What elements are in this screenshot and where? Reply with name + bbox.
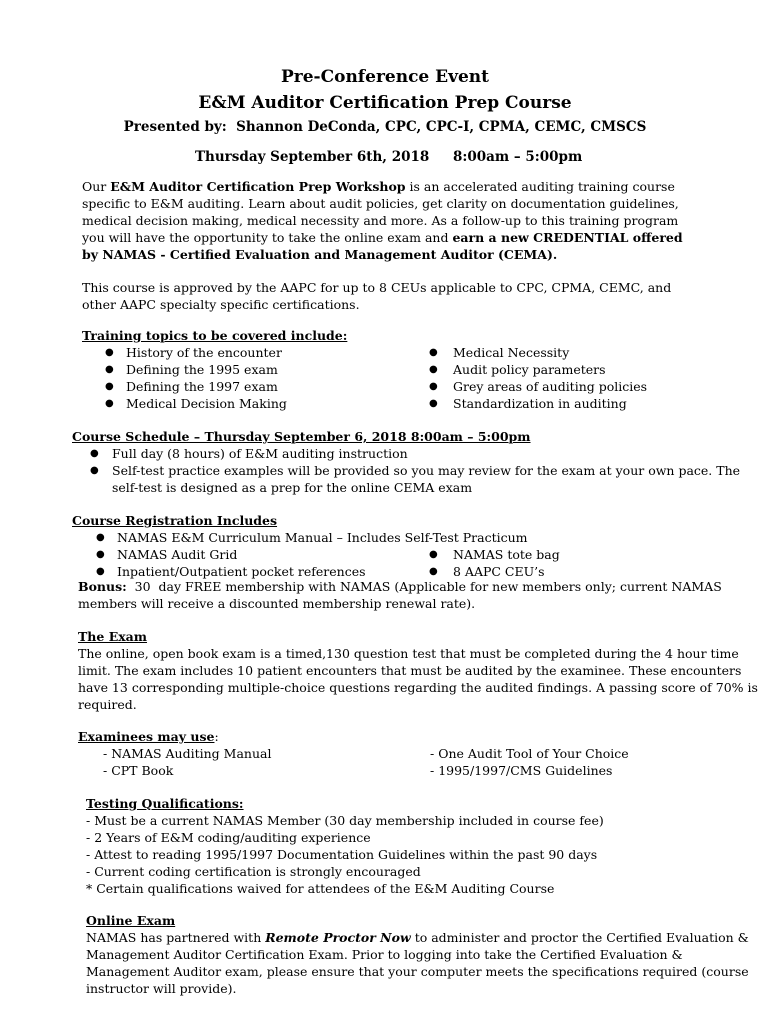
list-item: Grey areas of auditing policies	[453, 379, 648, 394]
bullet-icon: ●	[105, 347, 114, 358]
exam-text-line: The online, open book exam is a timed,130 question test that must be completed during the 4 hour time	[78, 646, 739, 661]
online-exam-line: Management Auditor exam, please ensure that your computer meets the specifications required (course	[86, 964, 749, 979]
list-item: NAMAS Audit Grid	[117, 547, 238, 562]
list-item: Medical Decision Making	[126, 396, 287, 411]
list-item: Defining the 1997 exam	[126, 379, 278, 394]
qualification-line: - 2 Years of E&M coding/auditing experience	[86, 830, 371, 845]
bonus-text: 30 day FREE membership with NAMAS (Applicable for new members only; current NAMAS	[126, 579, 722, 594]
presenter-line	[0, 118, 770, 136]
bullet-icon: ●	[90, 448, 99, 459]
bullet-icon: ●	[105, 398, 114, 409]
bullet-icon: ●	[96, 532, 105, 543]
bullet-icon: ●	[96, 549, 105, 560]
registration-heading: Course Registration Includes	[72, 513, 278, 528]
list-item: Standardization in auditing	[453, 396, 627, 411]
exam-text-line: limit. The exam includes 10 patient encounters that must be audited by the examinee. These encounters	[78, 663, 742, 678]
bullet-icon: ●	[429, 566, 438, 577]
bullet-icon: ●	[429, 381, 438, 392]
intro-paragraph	[82, 178, 692, 263]
event-time: 8:00am – 5:00pm	[453, 149, 583, 165]
online-text-a: NAMAS has partnered with	[86, 930, 266, 945]
online-text-c: to administer and proctor the Certified Evaluation &	[410, 930, 749, 945]
list-item: NAMAS E&M Curriculum Manual – Includes Self-Test Practicum	[117, 530, 528, 545]
list-item: Audit policy parameters	[453, 362, 606, 377]
intro-text-c: is an accelerated auditing training course specific to E&M auditing. Learn about audit policies, get clarity on documentation guidelines, medical decision making, medical necessity and more. As a follow-up to this training program you will have the opportunity to take the online exam and	[82, 179, 679, 245]
examinees-colon: :	[214, 729, 219, 744]
bullet-icon: ●	[429, 347, 438, 358]
bullet-icon: ●	[105, 381, 114, 392]
exam-text-line: required.	[78, 697, 137, 712]
list-item-continued: self-test is designed as a prep for the online CEMA exam	[112, 480, 473, 495]
presenter-name: Shannon DeConda, CPC, CPC-I, CPMA, CEMC, CMSCS	[236, 119, 647, 135]
credential-text: earn a new CREDENTIAL offered by NAMAS - Certified Evaluation and Management Auditor (CEMA).	[82, 230, 683, 262]
bonus-line-2: members will receive a discounted membership renewal rate).	[78, 596, 476, 611]
list-item: NAMAS tote bag	[453, 547, 560, 562]
online-exam-line: Management Auditor Certification Exam. Prior to logging into take the Certified Evaluation &	[86, 947, 683, 962]
list-item: - CPT Book	[103, 763, 174, 778]
bullet-icon: ●	[429, 364, 438, 375]
list-item: Full day (8 hours) of E&M auditing instruction	[112, 446, 408, 461]
qualification-line: - Current coding certification is strongly encouraged	[86, 864, 421, 879]
qualifications-heading: Testing Qualifications:	[86, 796, 244, 811]
list-item: History of the encounter	[126, 345, 282, 360]
online-exam-heading: Online Exam	[86, 913, 176, 928]
course-title: E&M Auditor Certification Prep Course	[198, 93, 572, 113]
bullet-icon: ●	[105, 364, 114, 375]
list-item: Defining the 1995 exam	[126, 362, 278, 377]
schedule-heading: Course Schedule – Thursday September 6, 2018 8:00am – 5:00pm	[72, 429, 531, 444]
list-item: - One Audit Tool of Your Choice	[430, 746, 629, 761]
intro-text-a: Our	[82, 179, 111, 194]
list-item: Medical Necessity	[453, 345, 570, 360]
exam-heading: The Exam	[78, 629, 148, 644]
topics-heading: Training topics to be covered include:	[82, 328, 348, 343]
workshop-name: E&M Auditor Certification Prep Workshop	[110, 179, 406, 194]
bullet-icon: ●	[90, 465, 99, 476]
exam-text-line: have 13 corresponding multiple-choice questions regarding the audited findings. A passing score of 70% is	[78, 680, 758, 695]
online-exam-line: instructor will provide).	[86, 981, 237, 996]
list-item: Inpatient/Outpatient pocket references	[117, 564, 366, 579]
proctor-name: Remote Proctor Now	[265, 930, 411, 945]
bonus-label: Bonus:	[78, 579, 127, 594]
event-date: Thursday September 6th, 2018	[195, 149, 430, 165]
examinees-heading-line	[78, 728, 219, 745]
list-item: - 1995/1997/CMS Guidelines	[430, 763, 613, 778]
list-item: - NAMAS Auditing Manual	[103, 746, 272, 761]
bonus-line	[78, 578, 722, 595]
event-title: Pre-Conference Event	[280, 67, 490, 87]
qualification-line: - Must be a current NAMAS Member (30 day membership included in course fee)	[86, 813, 604, 828]
online-exam-line	[86, 929, 749, 946]
bullet-icon: ●	[429, 398, 438, 409]
approval-paragraph: This course is approved by the AAPC for up to 8 CEUs applicable to CPC, CPMA, CEMC, and other AAPC specialty specific certifications.	[82, 280, 672, 312]
qualification-line: * Certain qualifications waived for attendees of the E&M Auditing Course	[86, 881, 555, 896]
list-item: Self-test practice examples will be provided so you may review for the exam at your own pace. The	[112, 463, 741, 478]
examinees-heading: Examinees may use	[78, 729, 215, 744]
bullet-icon: ●	[429, 549, 438, 560]
bullet-icon: ●	[96, 566, 105, 577]
qualification-line: - Attest to reading 1995/1997 Documentation Guidelines within the past 90 days	[86, 847, 598, 862]
list-item: 8 AAPC CEU’s	[453, 564, 545, 579]
presented-label: Presented by:	[123, 119, 227, 135]
